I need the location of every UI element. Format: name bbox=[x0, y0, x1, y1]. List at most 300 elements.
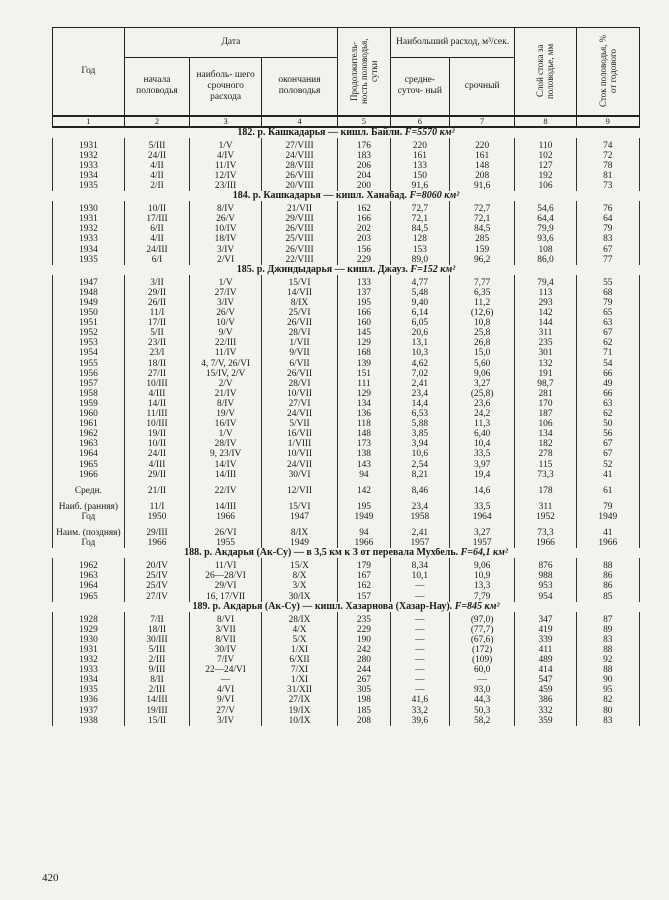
table-cell: 176 bbox=[338, 138, 391, 151]
table-cell: 6/I bbox=[124, 255, 189, 265]
table-cell: 160 bbox=[338, 318, 391, 328]
table-cell: 29/VIII bbox=[262, 214, 338, 224]
table-cell: 204 bbox=[338, 171, 391, 181]
table-cell: 15/VI bbox=[262, 275, 338, 288]
table-cell: 81 bbox=[576, 171, 639, 181]
summary-value: 29/III bbox=[124, 528, 189, 538]
table-cell: 129 bbox=[338, 338, 391, 348]
table-cell: 73,3 bbox=[515, 470, 576, 480]
table-cell: 84,5 bbox=[390, 224, 449, 234]
table-cell: 229 bbox=[338, 625, 391, 635]
table-cell: 28/VI bbox=[262, 379, 338, 389]
table-row bbox=[53, 308, 640, 318]
table-cell: 8/IV bbox=[190, 201, 262, 214]
table-cell: 79,4 bbox=[515, 275, 576, 288]
table-cell: 229 bbox=[338, 255, 391, 265]
table-cell: 41,6 bbox=[390, 695, 449, 705]
summary-value: 178 bbox=[515, 486, 576, 496]
table-cell: 1/XI bbox=[262, 645, 338, 655]
table-cell: 41 bbox=[576, 470, 639, 480]
table-cell: 1952 bbox=[53, 328, 125, 338]
table-cell: 67 bbox=[576, 449, 639, 459]
table-cell: 26,8 bbox=[449, 338, 514, 348]
table-cell: 3/X bbox=[262, 581, 338, 591]
table-row bbox=[53, 716, 640, 726]
table-cell: 15/X bbox=[262, 558, 338, 571]
table-cell: — bbox=[390, 592, 449, 602]
col-peak-header: наиболь- шего срочного расхода bbox=[190, 58, 262, 116]
table-cell: 115 bbox=[515, 460, 576, 470]
table-cell: 1951 bbox=[53, 318, 125, 328]
table-cell: 3,85 bbox=[390, 429, 449, 439]
table-cell: 26/VII bbox=[262, 369, 338, 379]
table-cell: 1937 bbox=[53, 706, 125, 716]
table-cell: 267 bbox=[338, 675, 391, 685]
table-cell: 195 bbox=[338, 298, 391, 308]
table-row bbox=[53, 655, 640, 665]
table-cell: 62 bbox=[576, 409, 639, 419]
table-cell: 1929 bbox=[53, 625, 125, 635]
table-cell: 106 bbox=[515, 181, 576, 191]
table-cell: 110 bbox=[515, 138, 576, 151]
table-cell: 24/II bbox=[124, 449, 189, 459]
table-cell: 30/IX bbox=[262, 592, 338, 602]
table-cell: 1/V bbox=[190, 429, 262, 439]
table-cell: 137 bbox=[338, 288, 391, 298]
table-cell: 14,4 bbox=[390, 399, 449, 409]
col-number: 9 bbox=[576, 116, 639, 127]
table-cell: 54 bbox=[576, 359, 639, 369]
table-cell: 162 bbox=[338, 581, 391, 591]
table-row bbox=[53, 592, 640, 602]
section-area: F=64,1 км² bbox=[460, 548, 508, 559]
table-cell: 2/III bbox=[124, 685, 189, 695]
table-cell: 55 bbox=[576, 275, 639, 288]
table-cell: 88 bbox=[576, 665, 639, 675]
table-cell: 1962 bbox=[53, 429, 125, 439]
table-cell: 7/XI bbox=[262, 665, 338, 675]
table-cell: — bbox=[390, 612, 449, 625]
table-row bbox=[53, 234, 640, 244]
section-title-row bbox=[53, 602, 640, 612]
table-row bbox=[53, 161, 640, 171]
table-cell: 33,5 bbox=[449, 449, 514, 459]
table-cell: 79 bbox=[576, 224, 639, 234]
table-cell: 24/III bbox=[124, 245, 189, 255]
table-cell: 5/III bbox=[124, 645, 189, 655]
table-cell: 305 bbox=[338, 685, 391, 695]
table-cell: 2/II bbox=[124, 181, 189, 191]
table-cell: 386 bbox=[515, 695, 576, 705]
table-cell: 1947 bbox=[53, 275, 125, 288]
table-cell: — bbox=[390, 675, 449, 685]
table-cell: 242 bbox=[338, 645, 391, 655]
table-cell: 1933 bbox=[53, 161, 125, 171]
table-row bbox=[53, 224, 640, 234]
table-cell: 153 bbox=[390, 245, 449, 255]
table-cell: 23/III bbox=[190, 181, 262, 191]
table-cell: 39,6 bbox=[390, 716, 449, 726]
table-cell: 2/III bbox=[124, 655, 189, 665]
table-cell: 67 bbox=[576, 245, 639, 255]
summary-value: 311 bbox=[515, 502, 576, 512]
summary-value: 26/VI bbox=[190, 528, 262, 538]
table-cell: 16, 17/VII bbox=[190, 592, 262, 602]
table-cell: 1949 bbox=[53, 298, 125, 308]
table-cell: 54,6 bbox=[515, 201, 576, 214]
table-cell: 94 bbox=[338, 470, 391, 480]
table-cell: 414 bbox=[515, 665, 576, 675]
summary-label: Наиб. (ранняя) bbox=[53, 502, 125, 512]
table-cell: 4/X bbox=[262, 625, 338, 635]
table-cell: 1935 bbox=[53, 181, 125, 191]
table-body bbox=[53, 127, 640, 726]
table-row bbox=[53, 449, 640, 459]
table-cell: 14/III bbox=[124, 695, 189, 705]
table-cell: 1/VII bbox=[262, 338, 338, 348]
table-cell: 27/II bbox=[124, 369, 189, 379]
table-cell: 44,3 bbox=[449, 695, 514, 705]
table-row bbox=[53, 318, 640, 328]
summary-year: 1966 bbox=[190, 512, 262, 522]
table-cell: 133 bbox=[390, 161, 449, 171]
table-cell: 108 bbox=[515, 245, 576, 255]
table-cell: 10/V bbox=[190, 318, 262, 328]
section-title-text: 185. р. Джиндыдарья — кишл. Джауз. bbox=[236, 264, 411, 275]
table-cell: 3/IV bbox=[190, 245, 262, 255]
section-title bbox=[53, 265, 640, 275]
table-cell: 11/IV bbox=[190, 348, 262, 358]
summary-row bbox=[53, 528, 640, 538]
summary-year: 1957 bbox=[449, 538, 514, 548]
table-cell: 25,8 bbox=[449, 328, 514, 338]
table-cell: 84,5 bbox=[449, 224, 514, 234]
summary-value: 195 bbox=[338, 502, 391, 512]
table-cell: 6,40 bbox=[449, 429, 514, 439]
table-cell: 96,2 bbox=[449, 255, 514, 265]
table-cell: 10/IX bbox=[262, 716, 338, 726]
table-cell: 133 bbox=[338, 275, 391, 288]
table-cell: 24/VIII bbox=[262, 151, 338, 161]
table-row bbox=[53, 645, 640, 655]
table-cell: 187 bbox=[515, 409, 576, 419]
table-cell: 50,3 bbox=[449, 706, 514, 716]
table-cell: 2/V bbox=[190, 379, 262, 389]
table-row bbox=[53, 460, 640, 470]
table-cell: 26/II bbox=[124, 298, 189, 308]
summary-year-label: Год bbox=[53, 512, 125, 522]
table-cell: (12,6) bbox=[449, 308, 514, 318]
table-row bbox=[53, 201, 640, 214]
table-cell: 547 bbox=[515, 675, 576, 685]
section-area: F=5570 км² bbox=[404, 126, 455, 138]
table-cell: 4/III bbox=[124, 389, 189, 399]
section-title bbox=[53, 602, 640, 612]
table-row bbox=[53, 581, 640, 591]
table-cell: 1931 bbox=[53, 214, 125, 224]
table-row bbox=[53, 369, 640, 379]
col-number: 5 bbox=[338, 116, 391, 127]
table-cell: 72,1 bbox=[449, 214, 514, 224]
section-area: F=8060 км² bbox=[409, 191, 460, 202]
table-cell: 9/VI bbox=[190, 695, 262, 705]
summary-value: 22/IV bbox=[190, 486, 262, 496]
table-cell: 161 bbox=[449, 151, 514, 161]
table-cell: 1953 bbox=[53, 338, 125, 348]
table-cell: 1964 bbox=[53, 449, 125, 459]
table-cell: 26/VIII bbox=[262, 245, 338, 255]
table-cell: 86,0 bbox=[515, 255, 576, 265]
table-cell: 24/VII bbox=[262, 460, 338, 470]
summary-year: 1964 bbox=[449, 512, 514, 522]
table-cell: 1934 bbox=[53, 675, 125, 685]
table-cell: 11/III bbox=[124, 409, 189, 419]
table-cell: 10/VII bbox=[262, 389, 338, 399]
col-duration-header: Продолжитель- ность половодья, сутки bbox=[338, 28, 391, 116]
table-cell: 208 bbox=[449, 171, 514, 181]
table-cell: 1933 bbox=[53, 665, 125, 675]
table-cell: 8,21 bbox=[390, 470, 449, 480]
table-cell: 16/IV bbox=[190, 419, 262, 429]
section-title-row bbox=[53, 127, 640, 138]
table-cell: 30/VI bbox=[262, 470, 338, 480]
table-cell: — bbox=[390, 625, 449, 635]
table-cell: 4, 7/V, 26/VI bbox=[190, 359, 262, 369]
table-cell: 83 bbox=[576, 234, 639, 244]
table-cell: 191 bbox=[515, 369, 576, 379]
table-cell: 134 bbox=[338, 399, 391, 409]
table-row bbox=[53, 171, 640, 181]
section-title-row bbox=[53, 548, 640, 558]
table-cell: 139 bbox=[338, 359, 391, 369]
table-cell: 1932 bbox=[53, 151, 125, 161]
table-cell: 7,77 bbox=[449, 275, 514, 288]
table-cell: 33,2 bbox=[390, 706, 449, 716]
table-cell: 86 bbox=[576, 581, 639, 591]
table-cell: 106 bbox=[515, 419, 576, 429]
table-cell: 1935 bbox=[53, 685, 125, 695]
section-title-row bbox=[53, 191, 640, 201]
table-cell: 144 bbox=[515, 318, 576, 328]
table-cell: 202 bbox=[338, 224, 391, 234]
table-row bbox=[53, 138, 640, 151]
table-cell: 1932 bbox=[53, 655, 125, 665]
table-cell: 28/VI bbox=[262, 328, 338, 338]
table-cell: 1933 bbox=[53, 234, 125, 244]
table-cell: 14/II bbox=[124, 399, 189, 409]
table-cell: — bbox=[390, 655, 449, 665]
col-number: 6 bbox=[390, 116, 449, 127]
table-cell: 2/VI bbox=[190, 255, 262, 265]
table-row bbox=[53, 181, 640, 191]
table-cell: 19/III bbox=[124, 706, 189, 716]
summary-value: 11/I bbox=[124, 502, 189, 512]
table-cell: 26/VII bbox=[262, 318, 338, 328]
summary-year: 1947 bbox=[262, 512, 338, 522]
table-cell: 4,62 bbox=[390, 359, 449, 369]
table-cell: 10/III bbox=[124, 379, 189, 389]
table-row bbox=[53, 409, 640, 419]
table-cell: 66 bbox=[576, 369, 639, 379]
col-runoff-layer-header: Слой стока за половодье, мм bbox=[515, 28, 576, 116]
table-cell: 22/VIII bbox=[262, 255, 338, 265]
table-cell: 17/III bbox=[124, 214, 189, 224]
summary-value: 15/VI bbox=[262, 502, 338, 512]
table-cell: 11,3 bbox=[449, 419, 514, 429]
table-cell: 76 bbox=[576, 201, 639, 214]
table-cell: 143 bbox=[338, 460, 391, 470]
table-cell: 14/VII bbox=[262, 288, 338, 298]
table-cell: 459 bbox=[515, 685, 576, 695]
section-area: F=845 км² bbox=[454, 601, 500, 612]
table-cell: 27/VIII bbox=[262, 138, 338, 151]
table-cell: 27/VI bbox=[262, 399, 338, 409]
col-flood-share-header: Сток половодья, % от годового bbox=[576, 28, 639, 116]
table-cell: 15,0 bbox=[449, 348, 514, 358]
table-cell: 66 bbox=[576, 389, 639, 399]
table-cell: 118 bbox=[338, 419, 391, 429]
summary-value: 142 bbox=[338, 486, 391, 496]
table-cell: 4/III bbox=[124, 460, 189, 470]
table-cell: 30/III bbox=[124, 635, 189, 645]
table-cell: 83 bbox=[576, 635, 639, 645]
table-cell: 28/IX bbox=[262, 612, 338, 625]
table-row bbox=[53, 214, 640, 224]
table-cell: 56 bbox=[576, 429, 639, 439]
table-cell: 63 bbox=[576, 399, 639, 409]
table-row bbox=[53, 151, 640, 161]
table-cell: 190 bbox=[338, 635, 391, 645]
table-cell: 102 bbox=[515, 151, 576, 161]
table-cell: 1955 bbox=[53, 359, 125, 369]
table-cell: 1959 bbox=[53, 399, 125, 409]
col-start-header: начала половодья bbox=[124, 58, 189, 116]
table-cell: 8,34 bbox=[390, 558, 449, 571]
table-cell: 5/X bbox=[262, 635, 338, 645]
table-cell: 24/II bbox=[124, 151, 189, 161]
table-cell: 8/IV bbox=[190, 399, 262, 409]
table-cell: 1958 bbox=[53, 389, 125, 399]
table-row bbox=[53, 665, 640, 675]
table-cell: 23/II bbox=[124, 338, 189, 348]
table-cell: 7/IV bbox=[190, 655, 262, 665]
table-cell: 128 bbox=[390, 234, 449, 244]
table-cell: 10,4 bbox=[449, 439, 514, 449]
table-cell: 18/II bbox=[124, 625, 189, 635]
table-row bbox=[53, 359, 640, 369]
table-cell: 15/IV, 2/V bbox=[190, 369, 262, 379]
table-cell: 136 bbox=[338, 409, 391, 419]
table-cell: 65 bbox=[576, 308, 639, 318]
table-cell: 347 bbox=[515, 612, 576, 625]
section-title bbox=[53, 548, 640, 558]
table-cell: 198 bbox=[338, 695, 391, 705]
table-cell: 26/VIII bbox=[262, 224, 338, 234]
table-cell: 64,4 bbox=[515, 214, 576, 224]
table-row bbox=[53, 275, 640, 288]
table-cell: 339 bbox=[515, 635, 576, 645]
table-cell: 1950 bbox=[53, 308, 125, 318]
table-cell: 1930 bbox=[53, 201, 125, 214]
table-cell: 6,05 bbox=[390, 318, 449, 328]
table-cell: 419 bbox=[515, 625, 576, 635]
table-cell: 79 bbox=[576, 298, 639, 308]
table-cell: 7/II bbox=[124, 612, 189, 625]
table-cell: 9/III bbox=[124, 665, 189, 675]
table-cell: — bbox=[390, 645, 449, 655]
table-cell: 129 bbox=[338, 389, 391, 399]
table-cell: 23/I bbox=[124, 348, 189, 358]
table-cell: 9, 23/IV bbox=[190, 449, 262, 459]
table-cell: 11,2 bbox=[449, 298, 514, 308]
table-cell: 157 bbox=[338, 592, 391, 602]
table-row bbox=[53, 675, 640, 685]
table-cell: 278 bbox=[515, 449, 576, 459]
summary-year: 1952 bbox=[515, 512, 576, 522]
table-cell: 1965 bbox=[53, 592, 125, 602]
section-title-text: 184. р. Кашкадарья — кишл. Ханабад. bbox=[232, 191, 410, 202]
table-cell: 10/II bbox=[124, 201, 189, 214]
col-daily-header: средне- суточ- ный bbox=[390, 58, 449, 116]
summary-value: 23,4 bbox=[390, 502, 449, 512]
table-cell: 20/IV bbox=[124, 558, 189, 571]
table-cell: 1964 bbox=[53, 581, 125, 591]
table-cell: 1948 bbox=[53, 288, 125, 298]
summary-year: 1957 bbox=[390, 538, 449, 548]
summary-value: 73,3 bbox=[515, 528, 576, 538]
summary-year: 1966 bbox=[124, 538, 189, 548]
table-row bbox=[53, 288, 640, 298]
table-cell: 148 bbox=[449, 161, 514, 171]
table-cell: 4/IV bbox=[190, 151, 262, 161]
col-number: 3 bbox=[190, 116, 262, 127]
table-cell: 235 bbox=[515, 338, 576, 348]
table-cell: 6/II bbox=[124, 224, 189, 234]
table-cell: 72,7 bbox=[390, 201, 449, 214]
table-cell: 26/VIII bbox=[262, 171, 338, 181]
table-cell: 10,6 bbox=[390, 449, 449, 459]
table-cell: 49 bbox=[576, 379, 639, 389]
table-cell: 1960 bbox=[53, 409, 125, 419]
table-cell: 953 bbox=[515, 581, 576, 591]
table-cell: 4/II bbox=[124, 234, 189, 244]
summary-year-label: Год bbox=[53, 538, 125, 548]
table-cell: 17/II bbox=[124, 318, 189, 328]
table-cell: 10/IV bbox=[190, 224, 262, 234]
table-cell: 63 bbox=[576, 318, 639, 328]
table-cell: 1936 bbox=[53, 695, 125, 705]
table-cell: 179 bbox=[338, 558, 391, 571]
table-cell: 1966 bbox=[53, 470, 125, 480]
table-cell: 332 bbox=[515, 706, 576, 716]
table-cell: 192 bbox=[515, 171, 576, 181]
table-cell: 50 bbox=[576, 419, 639, 429]
section-title-text: 182. р. Кашкадарья — кишл. Байли. bbox=[237, 126, 405, 138]
table-row bbox=[53, 571, 640, 581]
summary-value: 33,5 bbox=[449, 502, 514, 512]
table-cell: 52 bbox=[576, 460, 639, 470]
table-cell: 6,35 bbox=[449, 288, 514, 298]
table-cell: 85 bbox=[576, 592, 639, 602]
table-cell: 167 bbox=[338, 571, 391, 581]
table-cell: 25/VIII bbox=[262, 234, 338, 244]
table-cell: — bbox=[190, 675, 262, 685]
table-cell: 29/VI bbox=[190, 581, 262, 591]
summary-label: Наим. (поздняя) bbox=[53, 528, 125, 538]
table-cell: 83 bbox=[576, 716, 639, 726]
summary-value: 2,41 bbox=[390, 528, 449, 538]
table-cell: 1938 bbox=[53, 716, 125, 726]
